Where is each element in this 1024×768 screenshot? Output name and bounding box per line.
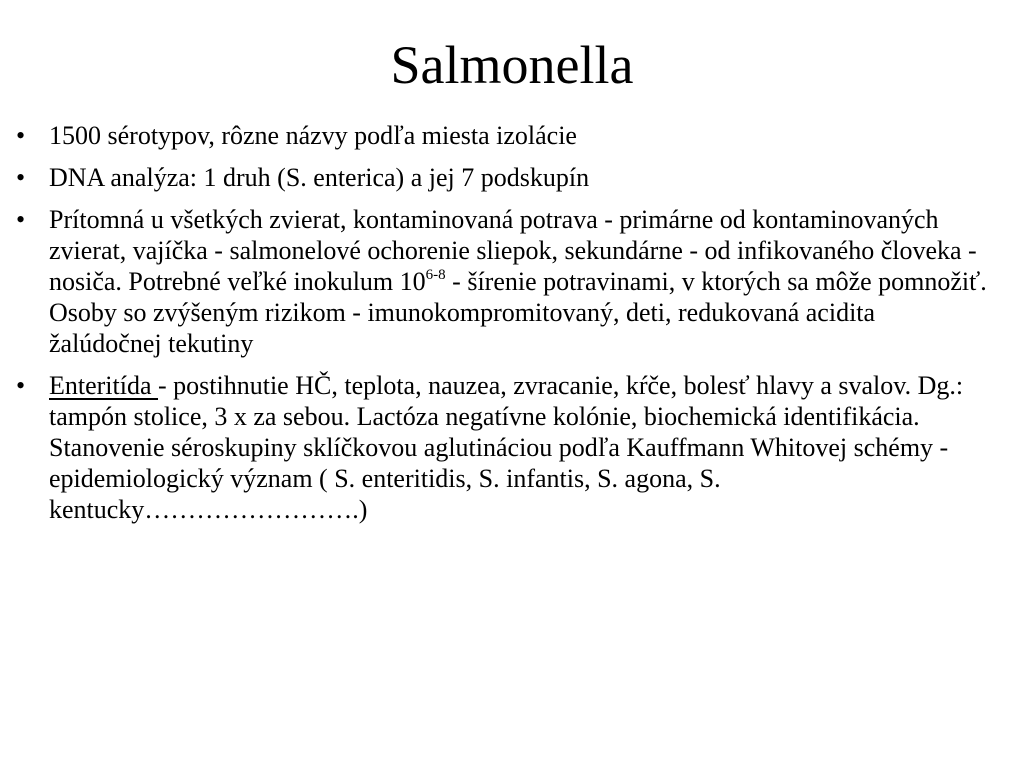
bullet-list: [16, 120, 991, 536]
bullet-text: - postihnutie HČ, teplota, nauzea, zvracanie, kŕče, bolesť hlavy a svalov. Dg.: tampón stolice, 3 x za sebou. Lactóza negatívne kolónie, biochemická identifikácia. Stanovenie séroskupiny sklíčkovou aglutináciou podľa Kauffmann Whitovej schémy - epidemiologický význam ( S. enteritidis, S. infantis, S. agona, S. kentucky…………………….): [49, 371, 964, 524]
bullet-dot-icon: •: [16, 371, 26, 400]
bullet-text-after-superscript: - šírenie potravinami, v ktorých sa môže pomnožiť. Osoby so zvýšeným rizikom - imunokompromitovaný, deti, redukovaná acidita žalúdočnej tekutiny: [49, 267, 987, 358]
slide-title: Salmonella: [390, 35, 634, 95]
bullet-text: DNA analýza: 1 druh (S. enterica) a jej 7 podskupín: [49, 163, 590, 192]
enteritis-term: Enteritída: [49, 371, 159, 400]
bullet-item-dna-analysis: [16, 162, 991, 193]
bullet-dot-icon: •: [16, 163, 26, 192]
bullet-item-enteritis: [16, 370, 991, 525]
bullet-item-occurrence: [16, 204, 991, 359]
bullet-text: 1500 sérotypov, rôzne názvy podľa miesta izolácie: [49, 121, 577, 150]
bullet-text-before-superscript: Prítomná u všetkých zvierat, kontaminovaná potrava - primárne od kontaminovaných zvierat, vajíčka - salmonelové ochorenie sliepok, sekundárne - od infikovaného človeka - nosiča. Potrebné veľké inokulum 10: [49, 205, 977, 296]
bullet-dot-icon: •: [16, 205, 26, 234]
inoculum-exponent: 6-8: [425, 267, 446, 283]
bullet-item-serotypes: [16, 120, 991, 151]
bullet-dot-icon: •: [16, 121, 26, 150]
